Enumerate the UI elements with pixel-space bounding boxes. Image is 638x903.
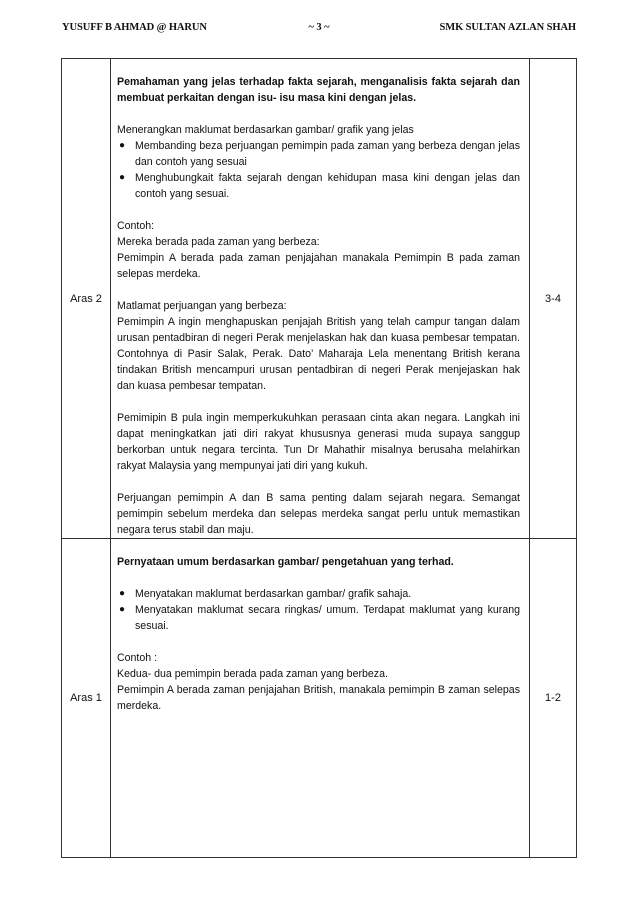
example-paragraph: Pemimipin B pula ingin memperkukuhkan perasaan cinta akan negara. Langkah ini dapat meningkatkan jati diri rakyat khususnya generasi muda supaya sanggup berkorban untuk negara tercinta. Tun Dr Mahathir misalnya berusaha melahirkan rakyat Malaysia yang mempunyai jati diri yang kukuh. xyxy=(117,412,520,472)
header-author: YUSUFF B AHMAD @ HARUN xyxy=(62,22,207,33)
example-paragraph: Perjuangan pemimpin A dan B sama penting dalam sejarah negara. Semangat pemimpin sebelum merdeka dan selepas merdeka sangat perlu untuk memastikan negara terus stabil dan maju. xyxy=(117,492,520,536)
example-line: Kedua- dua pemimpin berada pada zaman yang berbeza. xyxy=(117,668,388,680)
bullet-dot-icon: ● xyxy=(119,172,126,183)
list-item: ● Membanding beza perjuangan pemimpin pada zaman yang berbeza dengan jelas dan contoh yang sesuai xyxy=(119,140,520,168)
bullet-dot-icon: ● xyxy=(119,588,126,599)
list-item: ● Menyatakan maklumat secara ringkas/ umum. Terdapat maklumat yang kurang sesuai. xyxy=(119,604,520,632)
example-paragraph: Pemimpin A ingin menghapuskan penjajah British yang telah campur tangan dalam urusan pentadbiran di negeri Perak menjelaskan hak dan kuasa pembesar tempatan. Contohnya di Pasir Salak, Perak. Dato’ Maharaja Lela menentang British kerana tindakan British mencampuri urusan pentadbiran di negeri Perak menjejaskan hak dan kuasa pembesar tempatan. xyxy=(117,316,520,392)
bullet-dot-icon: ● xyxy=(119,604,126,615)
list-item: ● Menghubungkait fakta sejarah dengan kehidupan masa kini dengan jelas dan contoh yang sesuai. xyxy=(119,172,520,200)
rubric-row-aras-1 xyxy=(62,539,577,858)
level-cell: Aras 1 xyxy=(62,539,111,858)
list-item: ● Menyatakan maklumat berdasarkan gambar/ grafik sahaja. xyxy=(119,588,412,600)
score-cell: 1-2 xyxy=(530,539,577,858)
level-cell: Aras 2 xyxy=(62,59,111,539)
description-cell xyxy=(111,59,530,539)
page-header xyxy=(62,22,576,40)
example-label: Contoh: xyxy=(117,220,155,232)
score-cell: 3-4 xyxy=(530,59,577,539)
example-paragraph: Pemimpin A berada pada zaman penjajahan manakala Pemimpin B pada zaman selepas merdeka. xyxy=(117,252,520,280)
example-label: Contoh : xyxy=(117,652,158,664)
rubric-row-aras-2 xyxy=(62,59,577,539)
criteria-heading: Pernyataan umum berdasarkan gambar/ pengetahuan yang terhad. xyxy=(117,556,454,568)
example-paragraph: Pemimpin A berada zaman penjajahan British, manakala pemimpin B zaman selepas merdeka. xyxy=(117,684,520,712)
description-cell xyxy=(111,539,530,858)
header-page-number: ~ 3 ~ xyxy=(308,22,330,33)
rubric-table xyxy=(61,58,577,858)
criteria-intro: Menerangkan maklumat berdasarkan gambar/ grafik yang jelas xyxy=(117,124,414,136)
criteria-heading: Pemahaman yang jelas terhadap fakta sejarah, menganalisis fakta sejarah dan membuat perkaitan dengan isu- isu masa kini dengan jelas. xyxy=(117,76,520,104)
criteria-list xyxy=(117,586,520,634)
bullet-dot-icon: ● xyxy=(119,140,126,151)
criteria-list xyxy=(117,138,520,202)
header-school: SMK SULTAN AZLAN SHAH xyxy=(439,22,576,33)
example-line: Mereka berada pada zaman yang berbeza: xyxy=(117,236,320,248)
example-subheading: Matlamat perjuangan yang berbeza: xyxy=(117,300,287,312)
